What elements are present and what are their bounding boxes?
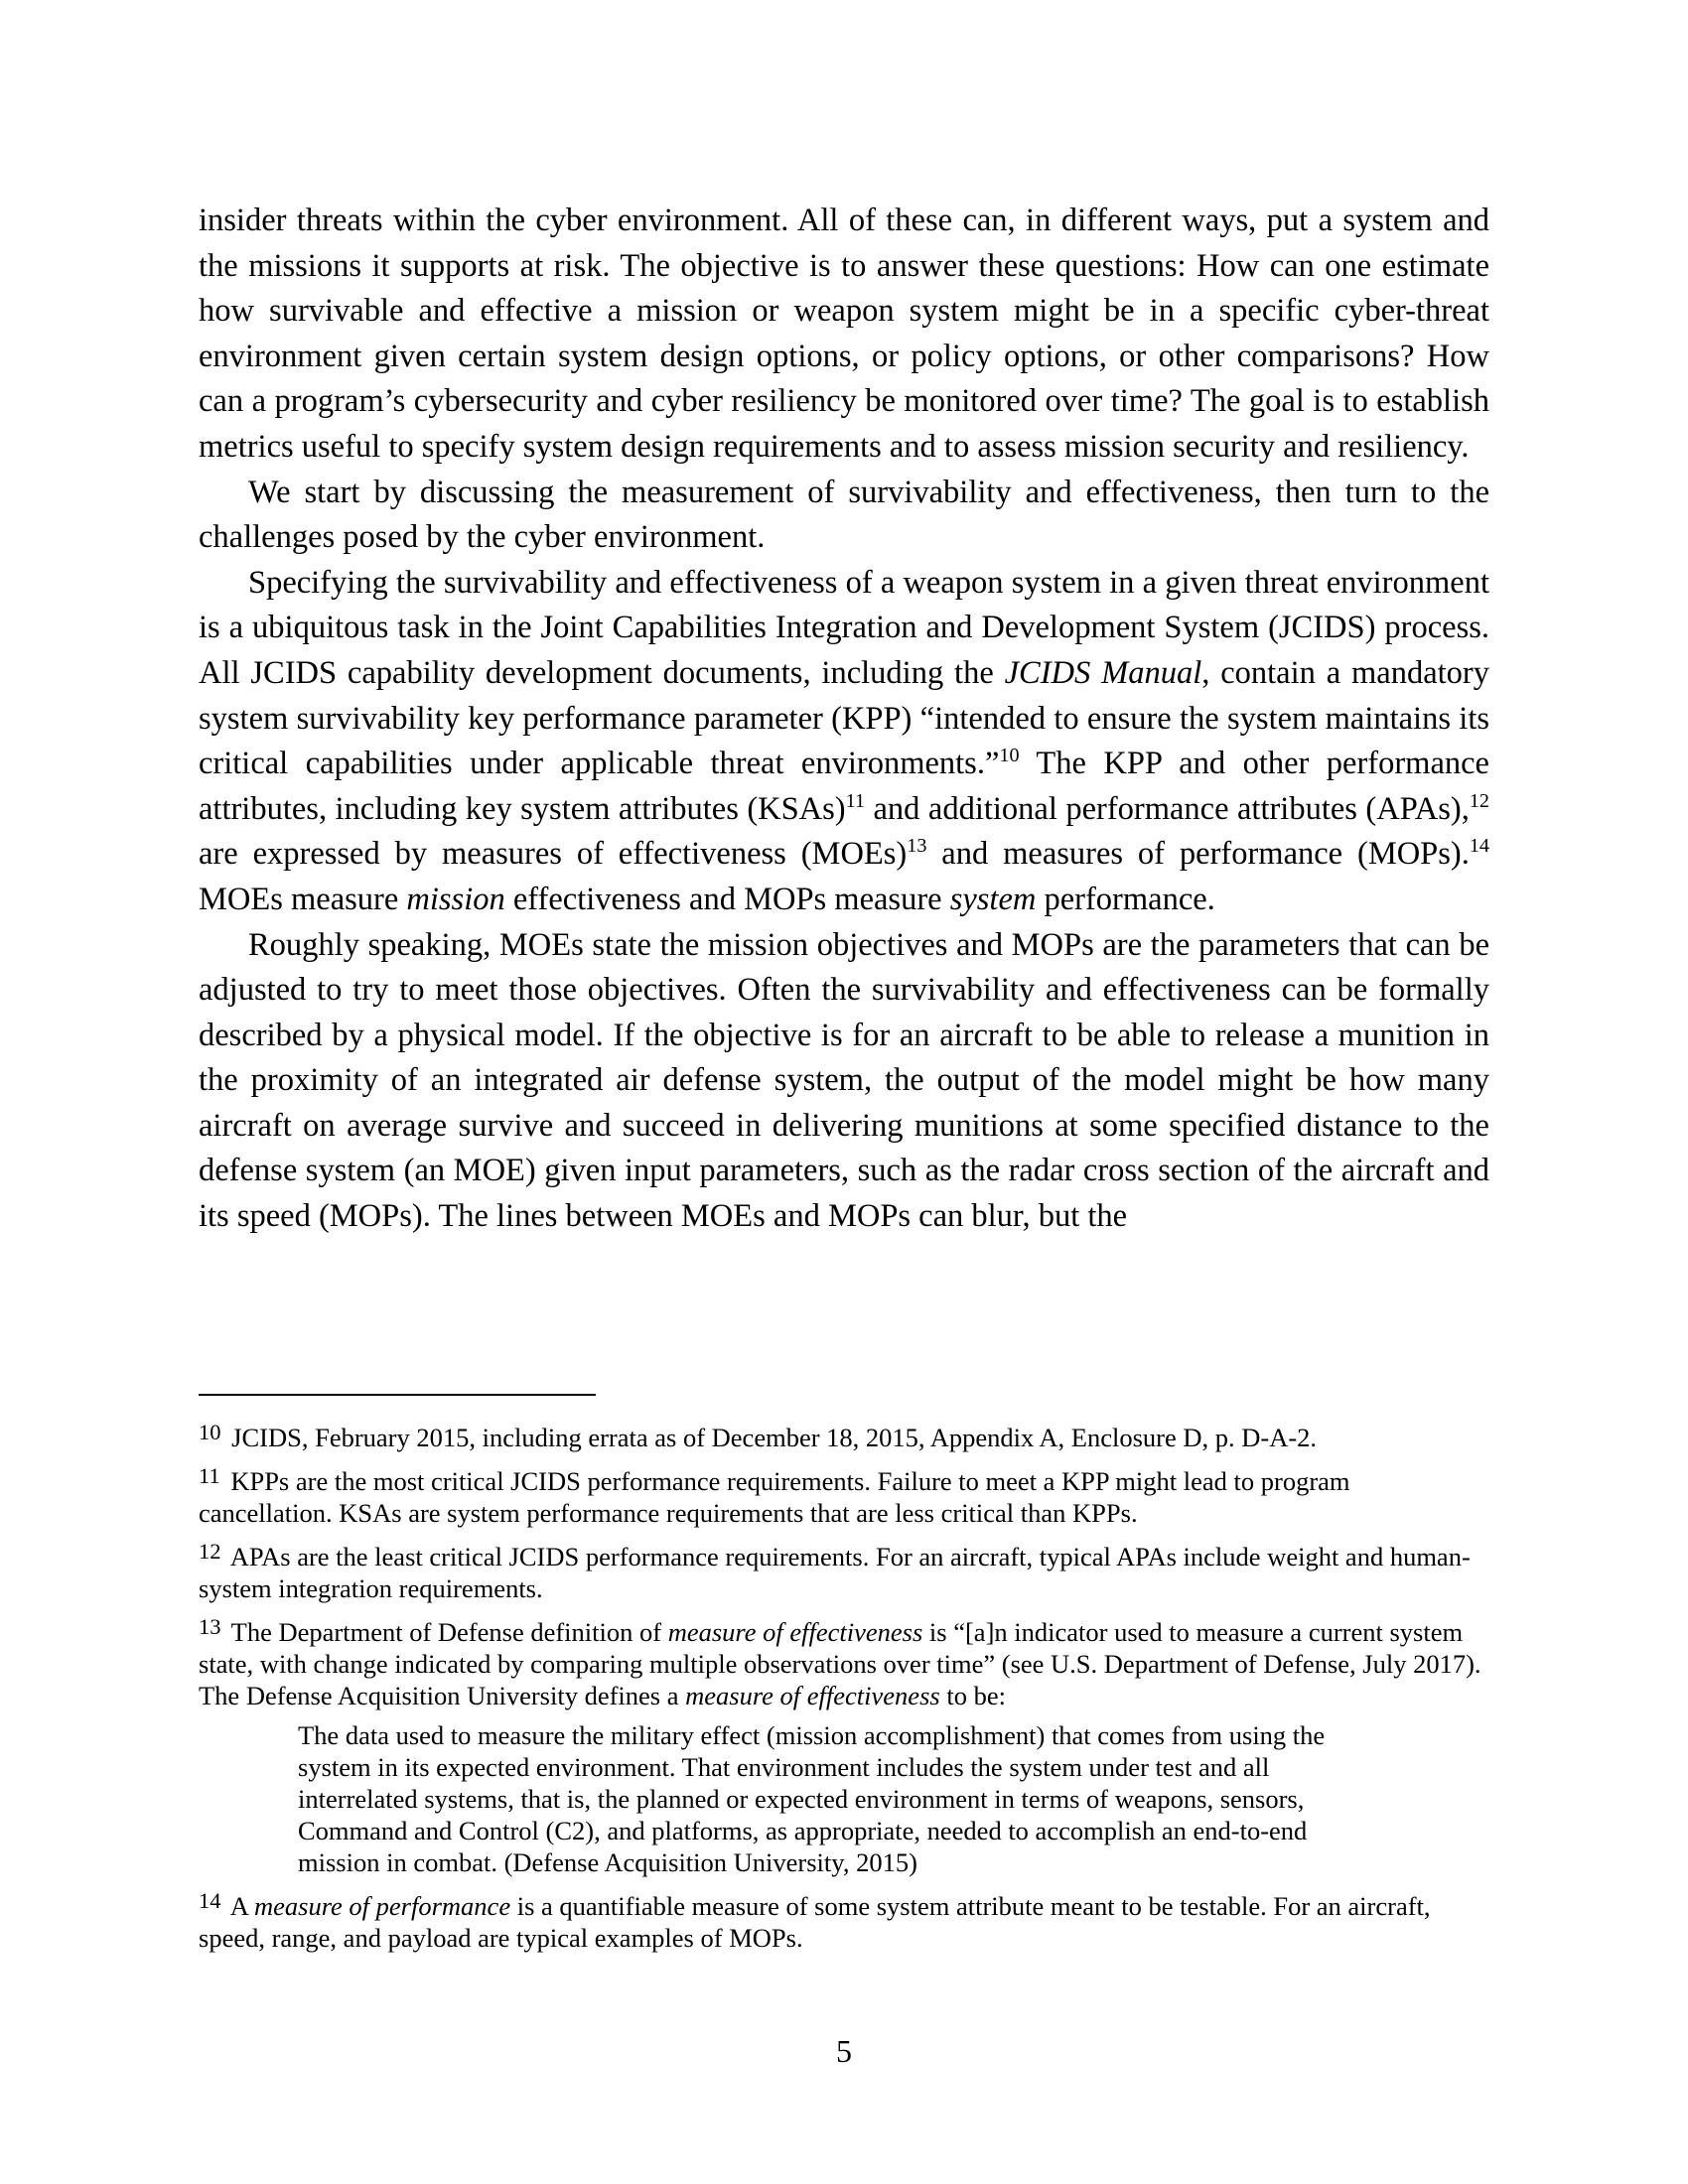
footnote-number: 12 [199, 1539, 221, 1565]
footnote-ref-13[interactable]: 13 [907, 835, 927, 858]
p3-text-5: are expressed by measures of effectiveness (MOEs) [199, 836, 908, 873]
emphasis-mission: mission [406, 881, 505, 917]
footnote-separator [199, 1394, 596, 1396]
footnote-emphasis: measure of effectiveness [685, 1681, 940, 1710]
footnote-text-1: The Department of Defense definition of [230, 1617, 668, 1647]
footnote-number: 14 [199, 1888, 221, 1914]
p3-text-2: , contain a mandatory system survivability key performance parameter (KPP) “intended to ensure the system maintains its critical capabilities under applicable threat environments.” [199, 654, 1489, 782]
p3-text-8: effectiveness and MOPs measure [504, 881, 950, 917]
p3-text-3: The KPP and other performance attributes, including key system attributes (KSAs) [199, 746, 1489, 827]
footnote-10 [199, 1422, 1489, 1453]
footnote-text: JCIDS, February 2015, including errata as of December 18, 2015, Appendix A, Enclosure D, p. D-A-2. [231, 1423, 1318, 1452]
p3-text-6: and measures of performance (MOPs). [926, 836, 1470, 873]
page-number: 5 [836, 2033, 852, 2069]
footnote-number: 11 [199, 1463, 220, 1489]
footnote-13 [199, 1616, 1489, 1711]
footnote-ref-11[interactable]: 11 [845, 789, 866, 812]
paragraph-1: insider threats within the cyber environment. All of these can, in different ways, put a system and the missions it supports at risk. The objective is to answer these questions: How can one estimate how survivable and effective a mission or weapon system might be in a specific cyber-threat environment given certain system design options, or policy options, or other comparisons? How can a program’s cybersecurity and cyber resiliency be monitored over time? The goal is to establish metrics useful to specify system design requirements and to assess mission security and resiliency. [199, 203, 1489, 465]
footnotes [199, 1422, 1489, 1966]
footnote-12 [199, 1541, 1489, 1604]
p3-text-9: performance. [1036, 881, 1215, 917]
paragraph-4: Roughly speaking, MOEs state the mission objectives and MOPs are the parameters that can be adjusted to try to meet those objectives. Often the survivability and effectiveness can be formally described by a physical model. If the objective is for an aircraft to be able to release a munition in the proximity of an integrated air defense system, the output of the model might be how many aircraft on average survive and succeed in delivering munitions at some specified distance to the defense system (an MOE) given input parameters, such as the radar cross section of the aircraft and its speed (MOPs). The lines between MOEs and MOPs can blur, but the [199, 926, 1489, 1235]
footnote-ref-14[interactable]: 14 [1469, 835, 1489, 858]
body-text [199, 199, 1489, 1240]
footnote-text-2: is “[a]n indicator used to measure a current system state, with change indicated by comparing multiple observations over time” (see U.S. Department of Defense, July 2017). The Defense Acquisition University defines a [199, 1617, 1481, 1710]
paragraph-2: We start by discussing the measurement of survivability and effectiveness, then turn to the challenges posed by the cyber environment. [199, 474, 1489, 556]
footnote-13-block-quote: The data used to measure the military effect (mission accomplishment) that comes from using the system in its expected environment. That environment includes the system under test and all interrelated systems, that is, the planned or expected environment in terms of weapons, sensors, Command and Control (C2), and platforms, as appropriate, needed to accomplish an end-to-end mission in combat. (Defense Acquisition University, 2015) [298, 1720, 1326, 1877]
footnote-number: 13 [199, 1614, 221, 1640]
p3-text-7: MOEs measure [199, 881, 407, 917]
footnote-text: APAs are the least critical JCIDS performance requirements. For an aircraft, typical APAs include weight and human-system integration requirements. [199, 1542, 1471, 1603]
footnote-number: 10 [199, 1420, 221, 1445]
paragraph-3 [199, 561, 1489, 923]
footnote-text: KPPs are the most critical JCIDS performance requirements. Failure to meet a KPP might lead to program cancellation. KSAs are system performance requirements that are less critical than KPPs. [199, 1466, 1350, 1528]
footnote-ref-12[interactable]: 12 [1469, 789, 1489, 812]
footnote-11 [199, 1465, 1489, 1529]
footnote-emphasis: measure of performance [254, 1891, 511, 1921]
p3-text-4: and additional performance attributes (APAs), [865, 790, 1470, 827]
footnote-14 [199, 1890, 1489, 1954]
footnote-text-1: A [229, 1891, 254, 1921]
footnote-emphasis: measure of effectiveness [667, 1617, 923, 1647]
footnote-text-3: to be: [939, 1681, 1006, 1710]
footnote-ref-10[interactable]: 10 [999, 745, 1020, 767]
emphasis-system: system [949, 881, 1037, 917]
p3-text-1: Specifying the survivability and effectiveness of a weapon system in a given threat environment is a ubiquitous task in the Joint Capabilities Integration and Development System (JCIDS) process. All JCIDS capability development documents, including the [199, 564, 1489, 691]
jcids-manual-title: JCIDS Manual [1004, 654, 1202, 691]
footnote-text-2: is a quantifiable measure of some system attribute meant to be testable. For an aircraft, speed, range, and payload are typical examples of MOPs. [199, 1891, 1431, 1953]
